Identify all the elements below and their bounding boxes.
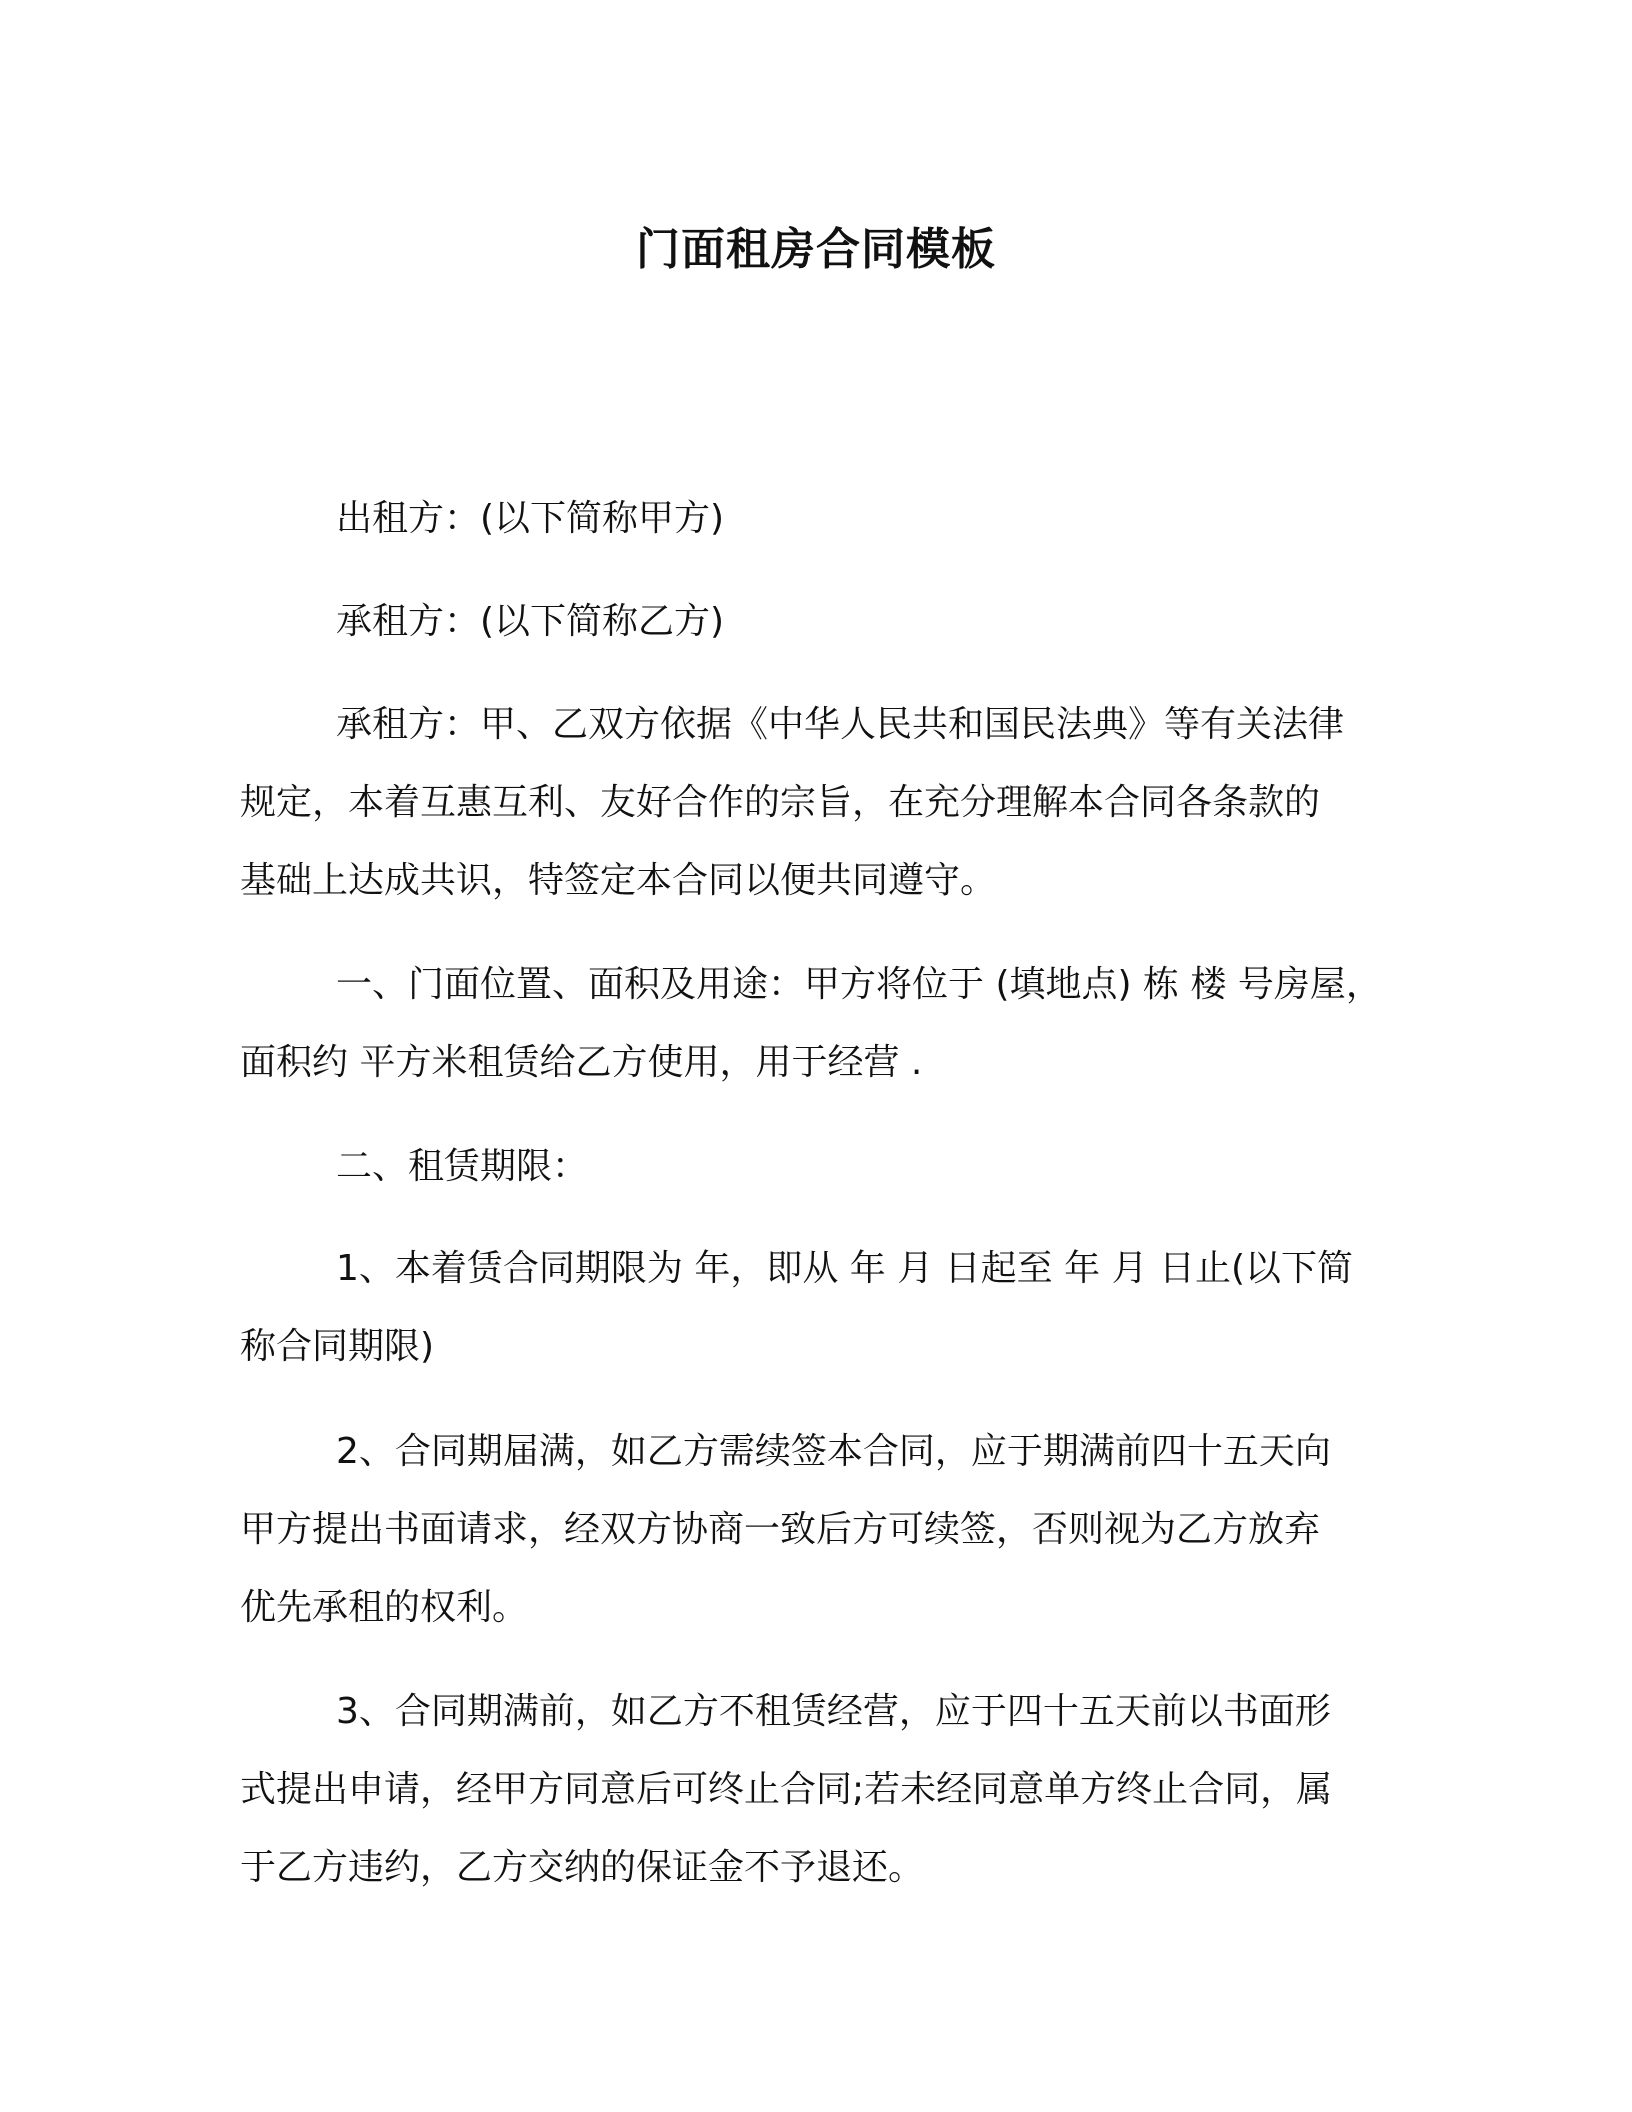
paragraph-line: 1、本着赁合同期限为 年，即从 年 月 日起至 年 月 日止(以下简 <box>336 1248 1354 1289</box>
paragraph-line: 优先承租的权利。 <box>240 1587 529 1628</box>
clause-2-3-paragraph <box>240 1673 1390 1907</box>
document-title: 门面租房合同模板 <box>636 224 996 275</box>
paragraph-line: 称合同期限) <box>240 1326 435 1367</box>
paragraph-line: 基础上达成共识，特签定本合同以便共同遵守。 <box>240 860 997 901</box>
paragraph-line: 承租方：(以下简称乙方) <box>336 601 725 642</box>
clause-2-2-paragraph <box>240 1413 1390 1647</box>
paragraph-line: 规定，本着互惠互利、友好合作的宗旨，在充分理解本合同各条款的 <box>240 782 1321 823</box>
paragraph-line: 面积约 平方米租赁给乙方使用，用于经营 . <box>240 1042 923 1083</box>
paragraph-line: 2、合同期届满，如乙方需续签本合同，应于期满前四十五天向 <box>336 1431 1331 1472</box>
paragraph-line: 承租方：甲、乙双方依据《中华人民共和国民法典》等有关法律 <box>336 704 1345 745</box>
paragraph-line: 式提出申请，经甲方同意后可终止合同;若未经同意单方终止合同，属 <box>240 1769 1333 1810</box>
lessor-paragraph <box>240 480 1390 558</box>
paragraph-line: 出租方：(以下简称甲方) <box>336 498 725 539</box>
paragraph-line: 一、门面位置、面积及用途：甲方将位于 (填地点) 栋 楼 号房屋， <box>336 964 1382 1005</box>
lessee-paragraph <box>240 583 1390 661</box>
clause-1-paragraph <box>240 946 1390 1102</box>
paragraph-line: 于乙方违约，乙方交纳的保证金不予退还。 <box>240 1847 925 1888</box>
paragraph-line: 3、合同期满前，如乙方不租赁经营，应于四十五天前以书面形 <box>336 1691 1331 1732</box>
clause-2-heading <box>240 1128 1390 1206</box>
paragraph-line: 甲方提出书面请求，经双方协商一致后方可续签，否则视为乙方放弃 <box>240 1509 1321 1550</box>
clause-2-1-paragraph <box>240 1230 1390 1386</box>
preamble-paragraph <box>240 686 1390 920</box>
paragraph-line: 二、租赁期限： <box>336 1146 589 1187</box>
